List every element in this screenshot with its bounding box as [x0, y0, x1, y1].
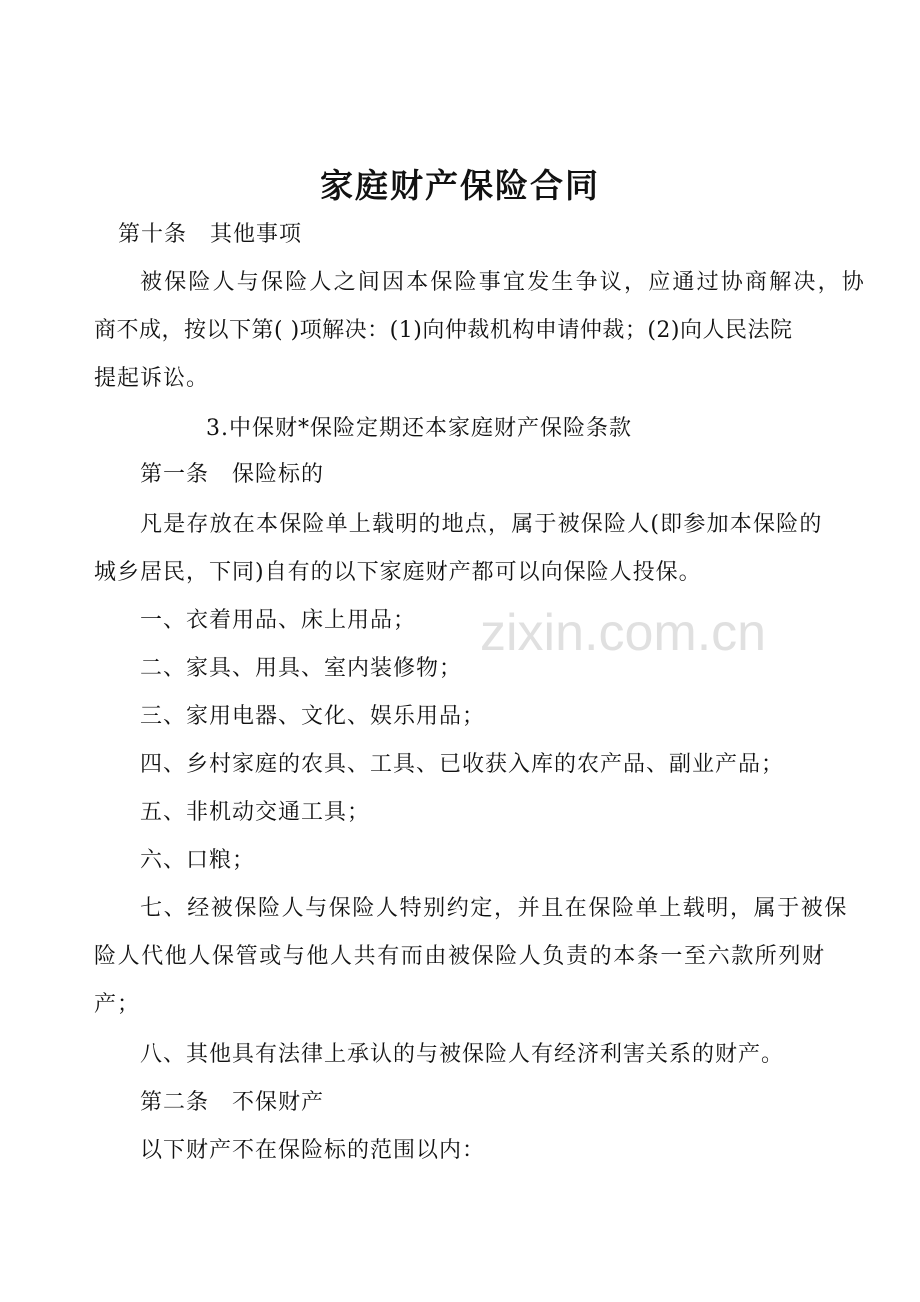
- paragraph-line: 凡是存放在本保险单上载明的地点，属于被保险人(即参加本保险的: [140, 512, 823, 537]
- paragraph-line: 以下财产不在保险标的范围以内：: [140, 1138, 486, 1163]
- paragraph-line: 商不成，按以下第( )项解决：(1)向仲裁机构申请仲裁；(2)向人民法院: [94, 318, 793, 343]
- list-item: 七、经被保险人与保险人特别约定，并且在保险单上载明，属于被保: [140, 896, 849, 921]
- paragraph-line: 产；: [94, 992, 141, 1017]
- paragraph-line: 提起诉讼。: [94, 366, 210, 391]
- list-item: 三、家用电器、文化、娱乐用品；: [140, 704, 486, 729]
- paragraph-line: 被保险人与保险人之间因本保险事宜发生争议，应通过协商解决，协: [140, 270, 867, 295]
- list-item: 二、家具、用具、室内装修物；: [140, 656, 463, 681]
- list-item: 六、口粮；: [140, 848, 256, 873]
- list-item: 八、其他具有法律上承认的与被保险人有经济利害关系的财产。: [140, 1042, 785, 1067]
- section-heading-article-10: 第十条 其他事项: [118, 222, 303, 247]
- list-item: 五、非机动交通工具；: [140, 800, 371, 825]
- section-heading-article-1: 第一条 保险标的: [140, 462, 325, 487]
- paragraph-line: 城乡居民，下同)自有的以下家庭财产都可以向保险人投保。: [94, 560, 702, 585]
- document-title: 家庭财产保险合同: [320, 166, 600, 205]
- clause-heading: 3.中保财*保险定期还本家庭财产保险条款: [206, 416, 632, 441]
- watermark: zixin.com.cn: [480, 604, 767, 662]
- paragraph-line: 险人代他人保管或与他人共有而由被保险人负责的本条一至六款所列财: [94, 944, 826, 969]
- list-item: 四、乡村家庭的农具、工具、已收获入库的农产品、副业产品；: [140, 752, 785, 777]
- section-heading-article-2: 第二条 不保财产: [140, 1090, 325, 1115]
- list-item: 一、衣着用品、床上用品；: [140, 608, 417, 633]
